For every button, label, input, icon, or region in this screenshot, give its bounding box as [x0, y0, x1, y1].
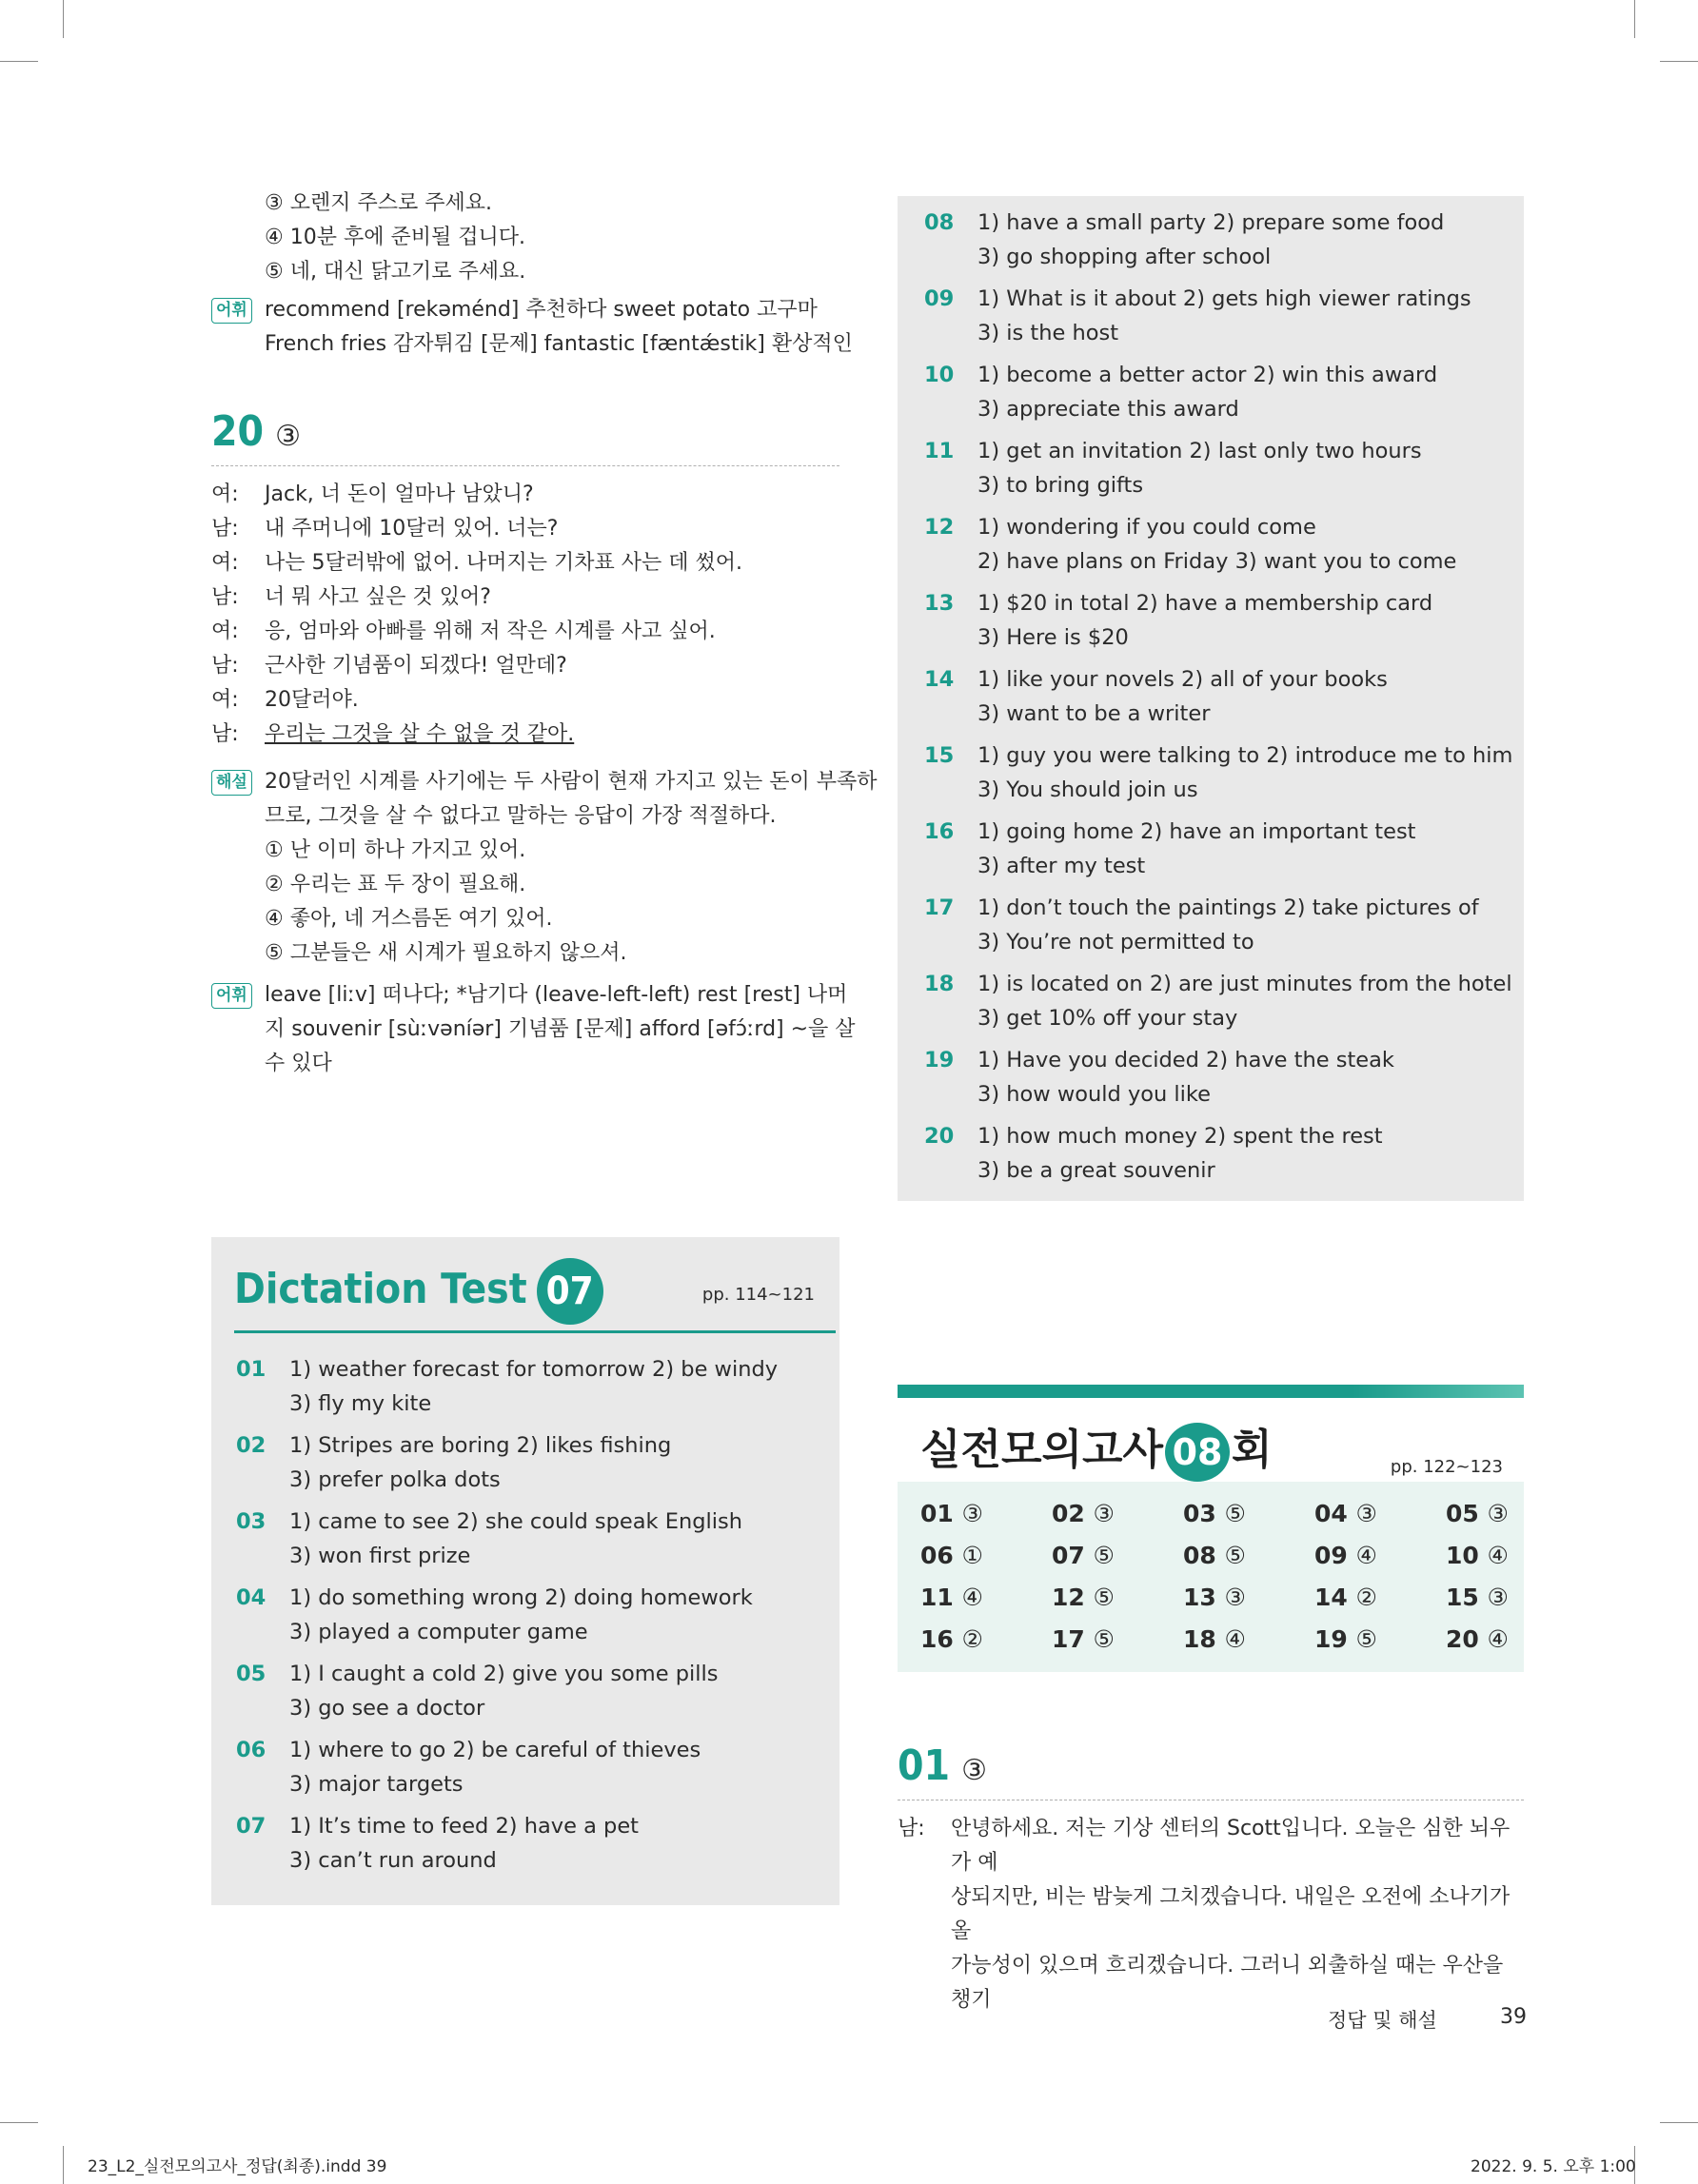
question-answer: ③: [961, 1754, 987, 1787]
grid-cell: [1446, 1495, 1577, 1533]
answer-number: 16: [924, 819, 955, 844]
grid-ans: ⑤: [1355, 1625, 1377, 1653]
grid-cell: [1052, 1495, 1183, 1533]
dialogue-line: [211, 546, 839, 580]
dialogue-text: 상되지만, 비는 밤늦게 그치겠습니다. 내일은 오전에 소나기가 올: [951, 1885, 1510, 1943]
mock-title: [920, 1415, 1273, 1482]
grid-ans: ⑤: [1093, 1584, 1115, 1611]
answer-line: 3) appreciate this award: [977, 397, 1239, 422]
speaker: 남:: [211, 517, 239, 541]
vocab-line: leave [liːv] 떠나다; *남기다 (leave-left-left) rest [rest] 나머: [265, 983, 848, 1007]
grid-num: 12: [1052, 1584, 1085, 1611]
explanation-block: [211, 765, 878, 971]
grid-num: 17: [1052, 1625, 1085, 1653]
speaker: 여:: [211, 551, 239, 575]
dictation-item: [236, 1657, 839, 1725]
dialogue-line: [211, 649, 839, 683]
answer-number: 13: [924, 591, 955, 616]
dictation-item: [236, 1809, 839, 1878]
question-number: 20: [211, 407, 265, 456]
dictation-line: 1) It’s time to feed 2) have a pet: [289, 1814, 639, 1839]
mock-header-bar-fade: [1352, 1385, 1524, 1398]
grid-num: 14: [1314, 1584, 1348, 1611]
grid-num: 02: [1052, 1500, 1085, 1527]
grid-ans: ④: [1355, 1542, 1377, 1569]
dictation-line: 1) I caught a cold 2) give you some pills: [289, 1662, 719, 1686]
grid-num: 13: [1183, 1584, 1216, 1611]
dictation-number: 05: [236, 1662, 267, 1686]
crop-mark: [1660, 2122, 1698, 2123]
dialogue-text: 응, 엄마와 아빠를 위해 저 작은 시계를 사고 싶어.: [265, 620, 716, 643]
dictation-item: [236, 1428, 839, 1497]
grid-cell: [1052, 1537, 1183, 1575]
speaker: 남:: [211, 722, 239, 746]
grid-ans: ⑤: [1093, 1625, 1115, 1653]
answer-line: 1) is located on 2) are just minutes from the hotel: [977, 972, 1512, 996]
answer-number: 15: [924, 743, 955, 768]
answer-line: 2) have plans on Friday 3) want you to come: [977, 549, 1457, 574]
explanation-line: 20달러인 시계를 사기에는 두 사람이 현재 가지고 있는 돈이 부족하: [265, 770, 878, 794]
grid-ans: ④: [1487, 1625, 1509, 1653]
dictation-badge: 07: [537, 1258, 603, 1325]
grid-cell: [1446, 1537, 1577, 1575]
explanation-tag: 해설: [211, 770, 252, 796]
dialogue-line: [211, 580, 839, 615]
answer-line: 1) wondering if you could come: [977, 515, 1316, 540]
speaker: 남:: [211, 654, 239, 678]
dictation-item: [236, 1733, 839, 1801]
answer-number: 08: [924, 210, 955, 235]
answer-item: [924, 282, 1524, 350]
answer-line: 3) Here is $20: [977, 625, 1129, 650]
dictation-title: [234, 1258, 603, 1325]
answer-panel: [898, 196, 1524, 1201]
grid-ans: ③: [1487, 1500, 1509, 1527]
grid-cell: [1183, 1537, 1314, 1575]
answer-item: [924, 738, 1524, 807]
dictation-number: 01: [236, 1357, 267, 1382]
grid-ans: ⑤: [1224, 1500, 1246, 1527]
grid-cell: [920, 1495, 1052, 1533]
answer-item: [924, 662, 1524, 731]
answer-item: [924, 358, 1524, 426]
answer-line: 1) What is it about 2) gets high viewer ratings: [977, 286, 1471, 311]
answer-item: [924, 586, 1524, 655]
dictation-panel: [211, 1237, 839, 1905]
answer-item: [924, 1043, 1524, 1112]
grid-cell: [1314, 1537, 1446, 1575]
answer-line: 1) Have you decided 2) have the steak: [977, 1048, 1394, 1072]
grid-ans: ②: [961, 1625, 983, 1653]
grid-cell: [1183, 1495, 1314, 1533]
grid-num: 10: [1446, 1542, 1479, 1569]
dictation-line: 1) Stripes are boring 2) likes fishing: [289, 1433, 672, 1458]
answer-line: 1) how much money 2) spent the rest: [977, 1124, 1383, 1149]
answer-line: 3) be a great souvenir: [977, 1158, 1215, 1183]
answer-number: 12: [924, 515, 955, 540]
mock-test-section: [898, 1385, 1524, 1672]
grid-ans: ④: [961, 1584, 983, 1611]
page-number: 39: [1500, 2005, 1527, 2029]
dictation-line: 3) fly my kite: [289, 1391, 432, 1416]
dialogue-text: 내 주머니에 10달러 있어. 너는?: [265, 517, 559, 541]
dictation-number: 06: [236, 1738, 267, 1762]
answer-item: [924, 510, 1524, 579]
option-line: ④ 10분 후에 준비될 겁니다.: [265, 226, 525, 249]
dialogue-text: 근사한 기념품이 되겠다! 얼만데?: [265, 654, 567, 678]
option-line: ③ 오렌지 주스로 주세요.: [265, 191, 492, 215]
answer-line: 1) $20 in total 2) have a membership card: [977, 591, 1433, 616]
footer-label: 정답 및 해설: [1328, 2009, 1437, 2032]
question-number: 01: [898, 1741, 951, 1790]
answer-line: 3) You’re not permitted to: [977, 930, 1254, 954]
grid-cell: [1446, 1579, 1577, 1617]
dictation-title-text: Dictation Test: [234, 1265, 527, 1313]
grid-num: 06: [920, 1542, 954, 1569]
dialogue-line: [211, 683, 839, 718]
question-01-section: [898, 1741, 1524, 2017]
dictation-item: [236, 1581, 839, 1649]
grid-num: 08: [1183, 1542, 1216, 1569]
grid-ans: ③: [961, 1500, 983, 1527]
grid-cell: [1314, 1495, 1446, 1533]
speaker: 남:: [211, 585, 239, 609]
answer-line: 1) get an invitation 2) last only two hours: [977, 439, 1422, 463]
answer-grid: [898, 1482, 1524, 1672]
answer-line: 3) after my test: [977, 854, 1146, 878]
dictation-header: [234, 1237, 836, 1333]
dictation-line: 1) where to go 2) be careful of thieves: [289, 1738, 701, 1762]
dictation-line: 3) major targets: [289, 1772, 464, 1797]
answer-line: 1) like your novels 2) all of your books: [977, 667, 1388, 692]
answer-line: 3) to bring gifts: [977, 473, 1144, 498]
answer-line: 3) how would you like: [977, 1082, 1212, 1107]
question-heading: [898, 1741, 1524, 1790]
answer-item: [924, 434, 1524, 502]
answer-line: 3) You should join us: [977, 777, 1198, 802]
answer-line: 3) want to be a writer: [977, 701, 1211, 726]
explanation-line: ⑤ 그분들은 새 시계가 필요하지 않으셔.: [265, 941, 627, 965]
answer-number: 18: [924, 972, 955, 996]
vocab-tag: 어휘: [211, 983, 252, 1009]
grid-ans: ②: [1355, 1584, 1377, 1611]
dictation-line: 3) can’t run around: [289, 1848, 497, 1873]
option-line: ⑤ 네, 대신 닭고기로 주세요.: [265, 260, 526, 284]
grid-cell: [1183, 1621, 1314, 1659]
mock-title-post: 회: [1232, 1426, 1273, 1474]
vocab-block: [211, 978, 856, 1081]
grid-num: 01: [920, 1500, 954, 1527]
grid-cell: [1446, 1621, 1577, 1659]
question-heading: [211, 407, 839, 456]
grid-ans: ①: [961, 1542, 983, 1569]
dialogue-text: 안녕하세요. 저는 기상 센터의 Scott입니다. 오늘은 심한 뇌우가 예: [951, 1817, 1510, 1875]
dictation-item: [236, 1505, 839, 1573]
answer-line: 3) get 10% off your stay: [977, 1006, 1238, 1031]
grid-num: 09: [1314, 1542, 1348, 1569]
vocab-line: 수 있다: [265, 1052, 332, 1075]
dictation-item: [236, 1352, 839, 1421]
answer-item: [924, 815, 1524, 883]
answer-item: [924, 967, 1524, 1035]
grid-num: 05: [1446, 1500, 1479, 1527]
grid-cell: [1314, 1579, 1446, 1617]
grid-num: 20: [1446, 1625, 1479, 1653]
dialogue-text: 나는 5달러밖에 없어. 나머지는 기차표 사는 데 썼어.: [265, 551, 742, 575]
grid-cell: [920, 1621, 1052, 1659]
grid-num: 18: [1183, 1625, 1216, 1653]
mock-header-bar: [898, 1385, 1524, 1398]
answer-line: 3) go shopping after school: [977, 245, 1272, 269]
left-column: [211, 187, 878, 1081]
question-answer: ③: [275, 420, 301, 453]
dialogue-text: 가능성이 있으며 흐리겠습니다. 그러니 외출하실 때는 우산을 챙기: [951, 1954, 1504, 2012]
vocab-line: 지 souvenir [sùːvəníər] 기념품 [문제] afford [əfɔ́ːrd] ~을 살: [265, 1017, 856, 1041]
grid-cell: [920, 1537, 1052, 1575]
crop-mark: [1634, 0, 1635, 38]
dialogue-line: [211, 512, 839, 546]
file-slug: 23_L2_실전모의고사_정답(최종).indd 39: [88, 2157, 387, 2176]
dictation-number: 07: [236, 1814, 267, 1839]
answer-item: [924, 891, 1524, 959]
dictation-number: 03: [236, 1509, 267, 1534]
grid-cell: [1314, 1621, 1446, 1659]
dialogue-text: 너 뭐 사고 싶은 것 있어?: [265, 585, 491, 609]
explanation-line: ① 난 이미 하나 가지고 있어.: [265, 838, 526, 862]
vocab-tag: 어휘: [211, 298, 252, 324]
answer-line: 1) become a better actor 2) win this award: [977, 363, 1438, 387]
answer-line: 1) going home 2) have an important test: [977, 819, 1416, 844]
crop-mark: [0, 61, 38, 62]
explanation-line: 므로, 그것을 살 수 없다고 말하는 응답이 가장 적절하다.: [265, 804, 777, 828]
dialogue-line: [211, 615, 839, 649]
answer-panel-column: [898, 196, 1524, 1201]
dialogue-line: [211, 478, 839, 512]
dictation-line: 3) prefer polka dots: [289, 1467, 501, 1492]
grid-num: 04: [1314, 1500, 1348, 1527]
crop-mark: [63, 2146, 64, 2184]
speaker: 남:: [898, 1817, 925, 1840]
answer-line: 1) don’t touch the paintings 2) take pictures of: [977, 895, 1479, 920]
answer-item: [924, 1119, 1524, 1188]
mock-header: [898, 1398, 1524, 1482]
crop-mark: [0, 2122, 38, 2123]
dialogue-text: Jack, 너 돈이 얼마나 남았니?: [265, 482, 534, 506]
grid-cell: [1183, 1579, 1314, 1617]
answer-line: 3) is the host: [977, 321, 1119, 345]
dictation-line: 1) came to see 2) she could speak English: [289, 1509, 742, 1534]
answer-item: [924, 206, 1524, 274]
answer-number: 09: [924, 286, 955, 311]
dialogue-line: [211, 718, 839, 752]
dashed-divider: [211, 465, 839, 466]
grid-num: 03: [1183, 1500, 1216, 1527]
dictation-number: 02: [236, 1433, 267, 1458]
grid-ans: ⑤: [1093, 1542, 1115, 1569]
answer-line: 1) have a small party 2) prepare some food: [977, 210, 1445, 235]
dictation-number: 04: [236, 1585, 267, 1610]
grid-cell: [1052, 1621, 1183, 1659]
dictation-line: 1) do something wrong 2) doing homework: [289, 1585, 753, 1610]
answer-number: 20: [924, 1124, 955, 1149]
speaker: 여:: [211, 688, 239, 712]
grid-num: 11: [920, 1584, 954, 1611]
crop-mark: [63, 0, 64, 38]
grid-num: 19: [1314, 1625, 1348, 1653]
dictation-line: 1) weather forecast for tomorrow 2) be windy: [289, 1357, 779, 1382]
answer-line: 1) guy you were talking to 2) introduce me to him: [977, 743, 1513, 768]
grid-ans: ③: [1355, 1500, 1377, 1527]
grid-ans: ④: [1224, 1625, 1246, 1653]
answer-number: 17: [924, 895, 955, 920]
answer-number: 10: [924, 363, 955, 387]
vocab-line: French fries 감자튀김 [문제] fantastic [fæntǽstik] 환상적인: [265, 332, 853, 356]
date-slug: 2022. 9. 5. 오후 1:00: [1471, 2157, 1636, 2176]
dictation-line: 3) go see a doctor: [289, 1696, 485, 1721]
dialogue-line: [898, 1812, 1524, 2017]
grid-ans: ⑤: [1224, 1542, 1246, 1569]
grid-ans: ③: [1487, 1584, 1509, 1611]
answer-number: 14: [924, 667, 955, 692]
mock-title-pre: 실전모의고사: [920, 1426, 1164, 1474]
grid-ans: ③: [1093, 1500, 1115, 1527]
grid-num: 15: [1446, 1584, 1479, 1611]
dictation-list: [211, 1333, 839, 1878]
dictation-pages: pp. 114~121: [701, 1285, 815, 1305]
mock-badge: 08: [1165, 1423, 1230, 1482]
answer-number: 19: [924, 1048, 955, 1072]
explanation-line: ② 우리는 표 두 장이 필요해.: [265, 873, 526, 896]
grid-ans: ③: [1224, 1584, 1246, 1611]
dictation-line: 3) played a computer game: [289, 1620, 588, 1644]
mock-pages: pp. 122~123: [1390, 1457, 1503, 1477]
dictation-line: 3) won first prize: [289, 1544, 471, 1568]
grid-cell: [1052, 1579, 1183, 1617]
vocab-line: recommend [rekəménd] 추천하다 sweet potato 고구마: [265, 298, 818, 322]
grid-cell: [920, 1579, 1052, 1617]
answer-number: 11: [924, 439, 955, 463]
dialogue-text: 20달러야.: [265, 688, 359, 712]
grid-num: 16: [920, 1625, 954, 1653]
dialogue-text: 우리는 그것을 살 수 없을 것 같아.: [265, 722, 575, 746]
speaker: 여:: [211, 482, 239, 506]
explanation-line: ④ 좋아, 네 거스름돈 여기 있어.: [265, 907, 553, 931]
vocab-block: [211, 293, 853, 362]
grid-ans: ④: [1487, 1542, 1509, 1569]
grid-num: 07: [1052, 1542, 1085, 1569]
speaker: 여:: [211, 620, 239, 643]
crop-mark: [1660, 61, 1698, 62]
